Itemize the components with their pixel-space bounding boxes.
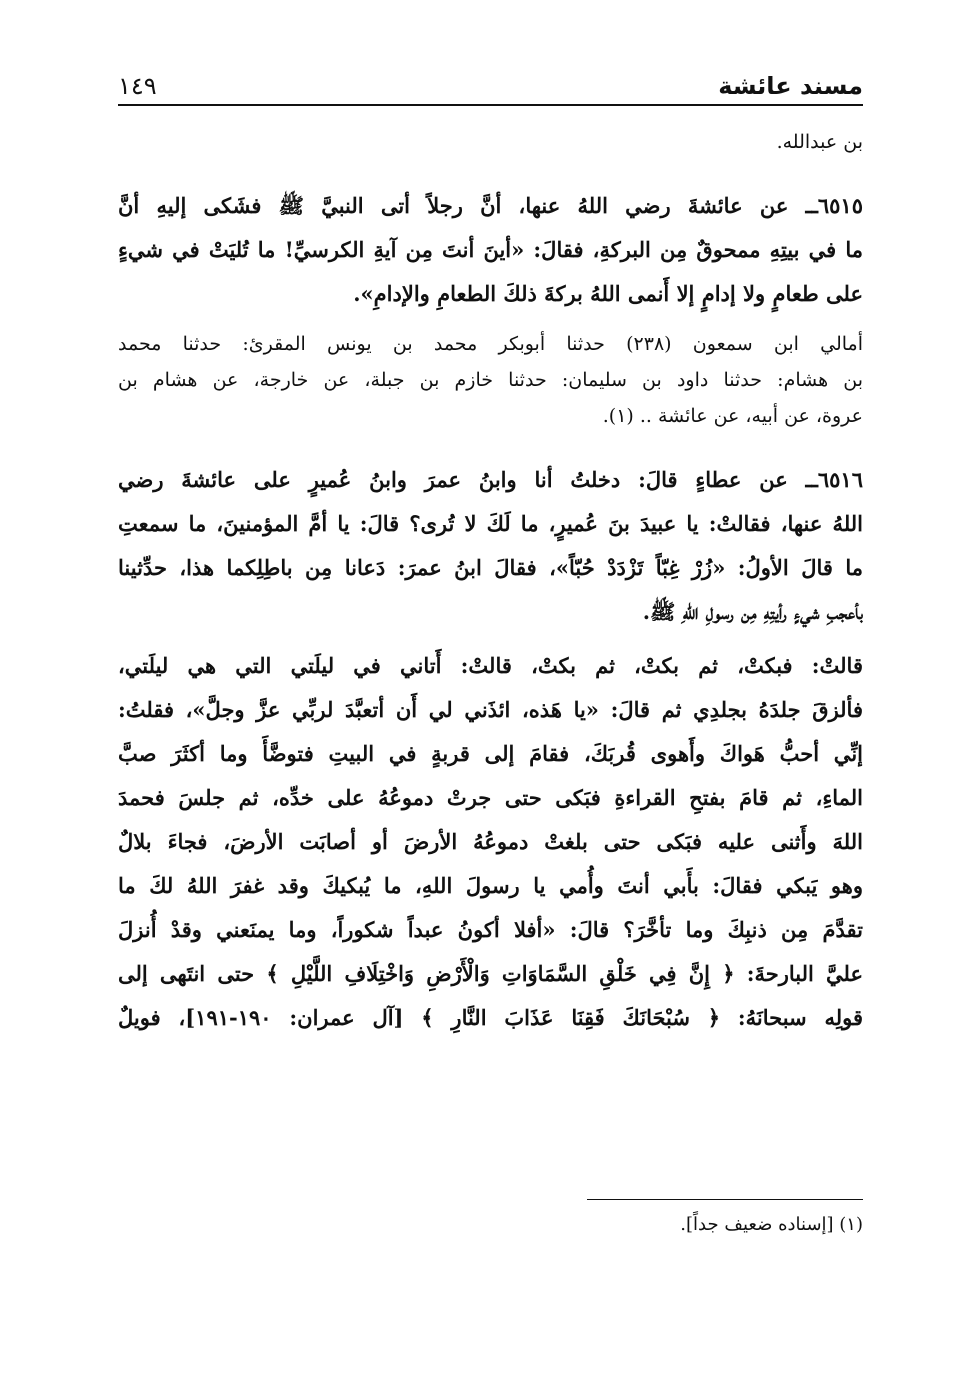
hadith-6515	[118, 184, 863, 316]
text-line: بأعجبِ شيءٍ رأيتِهِ مِن رسولِ اللهِ ﷺ.	[642, 599, 863, 624]
text-line: ما في بيتِهِ ممحوقٌ مِن البركةِ، فقالَ: «أينَ أنتَ مِن آيةِ الكرسيِّ! ما تُليَتْ في شيءٍ	[118, 237, 863, 262]
text-line: ما قالَ الأولُ: «زُرْ غِبّاً تَزْدَدْ حُبّاً»، فقالَ ابنُ عمرَ: دَعانا مِن باطِلِكما هذا، حدِّثينا	[118, 555, 863, 580]
text-line: تقدَّمَ مِن ذنبِكَ وما تأخَّرَ؟ قالَ: «أفلا أكونُ عبداً شكوراً، وما يمنَعني وقدْ أُنزلَ	[118, 917, 863, 942]
text-line: الماءِ، ثم قامَ بفتحِ القراءةِ فبَكى حتى جرتْ دموعُهُ على خدِّه، ثم جلسَ فحمدَ	[118, 785, 863, 810]
text-line: ٦٥١٦ــ عن عطاءٍ قالَ: دخلتُ أنا وابنُ عمرَ وابنُ عُميرٍ على عائشةَ رضي	[118, 467, 863, 492]
text-line: عروة، عن أبيه، عن عائشة .. (١).	[602, 405, 863, 427]
text-line: اللهُ عنها، فقالتْ: يا عبيدَ بنَ عُميرٍ، ما لَكَ لا تُرى؟ قالَ: يا أمَّ المؤمنينَ، ما سمعتِ	[118, 511, 863, 536]
text-line: على طعامٍ ولا إدامٍ إلا أَنمى اللهُ بركةَ ذلكَ الطعامِ والإدامِ».	[353, 281, 863, 306]
text-line: بن هشام: حدثنا داود بن سليمان: حدثنا خازم بن جبلة، عن خارجة، عن هشام بن	[118, 369, 863, 391]
text-line: إنِّي أحبُّ هَواكَ وأَهوى قُربَكَ، فقامَ إلى قربةٍ في البيتِ فتوضَّأَ وما أكثَرَ صبَّ	[118, 741, 863, 766]
source-6515	[118, 326, 863, 434]
footnote-rule	[587, 1199, 863, 1200]
hadith-6516	[118, 458, 863, 1040]
page-number: ١٤٩	[118, 72, 157, 100]
text-line: قالتْ: فبكتْ، ثم بكتْ، ثم بكتْ، قالتْ: أَتاني في ليلَتي التي هي ليلَتي،	[118, 653, 863, 678]
text-line: قولِه سبحانَهُ: ﴿ سُبْحَانَكَ فَقِنَا عَذَابَ النَّارِ ﴾ [آل عمران: ١٩٠-١٩١]، فويلٌ	[118, 1005, 863, 1030]
text-line: أمالي ابن سمعون (٢٣٨) حدثنا أبوبكر محمد بن يونس المقرئ: حدثنا محمد	[118, 333, 863, 355]
page-header	[118, 62, 863, 102]
text-line: بن عبدالله.	[776, 131, 863, 153]
running-title: مسند عائشة	[718, 72, 863, 100]
text-line: فألزقَ جلدَهُ بجلدِي ثم قالَ: «يا هَذه، ائذَني لي أَن أتعبَّدَ لربِّي عزَّ وجلَّ»، فقلتُ:	[118, 697, 863, 722]
text-line: عليَّ البارحةَ: ﴿ إِنَّ فِي خَلْقِ السَّمَاوَاتِ وَالْأَرْضِ وَاخْتِلَافِ اللَّيْلِ ﴾ حتى انتَهى إلى	[118, 961, 863, 986]
footnote: (١) [إسناده ضعيف جداً].	[680, 1214, 863, 1235]
opening-fragment	[118, 124, 863, 160]
main-text	[118, 124, 863, 1040]
text-line: وهو يَبكي فقالَ: بأَبي أنتَ وأُمي يا رسولَ اللهِ، ما يُبكيكَ وقد غفرَ اللهُ لكَ ما	[118, 873, 863, 898]
text-line: ٦٥١٥ــ عن عائشةَ رضي اللهُ عنها، أنَّ رجلاً أتى النبيَّ ﷺ فشَكى إليهِ أنَّ	[118, 193, 863, 218]
header-rule	[118, 104, 863, 106]
text-line: اللهَ وأَثنى عليه فبَكى حتى بلغتْ دموعُهُ الأرضَ أو أصابَت الأرضَ، فجاءَ بلالٌ	[118, 829, 863, 854]
